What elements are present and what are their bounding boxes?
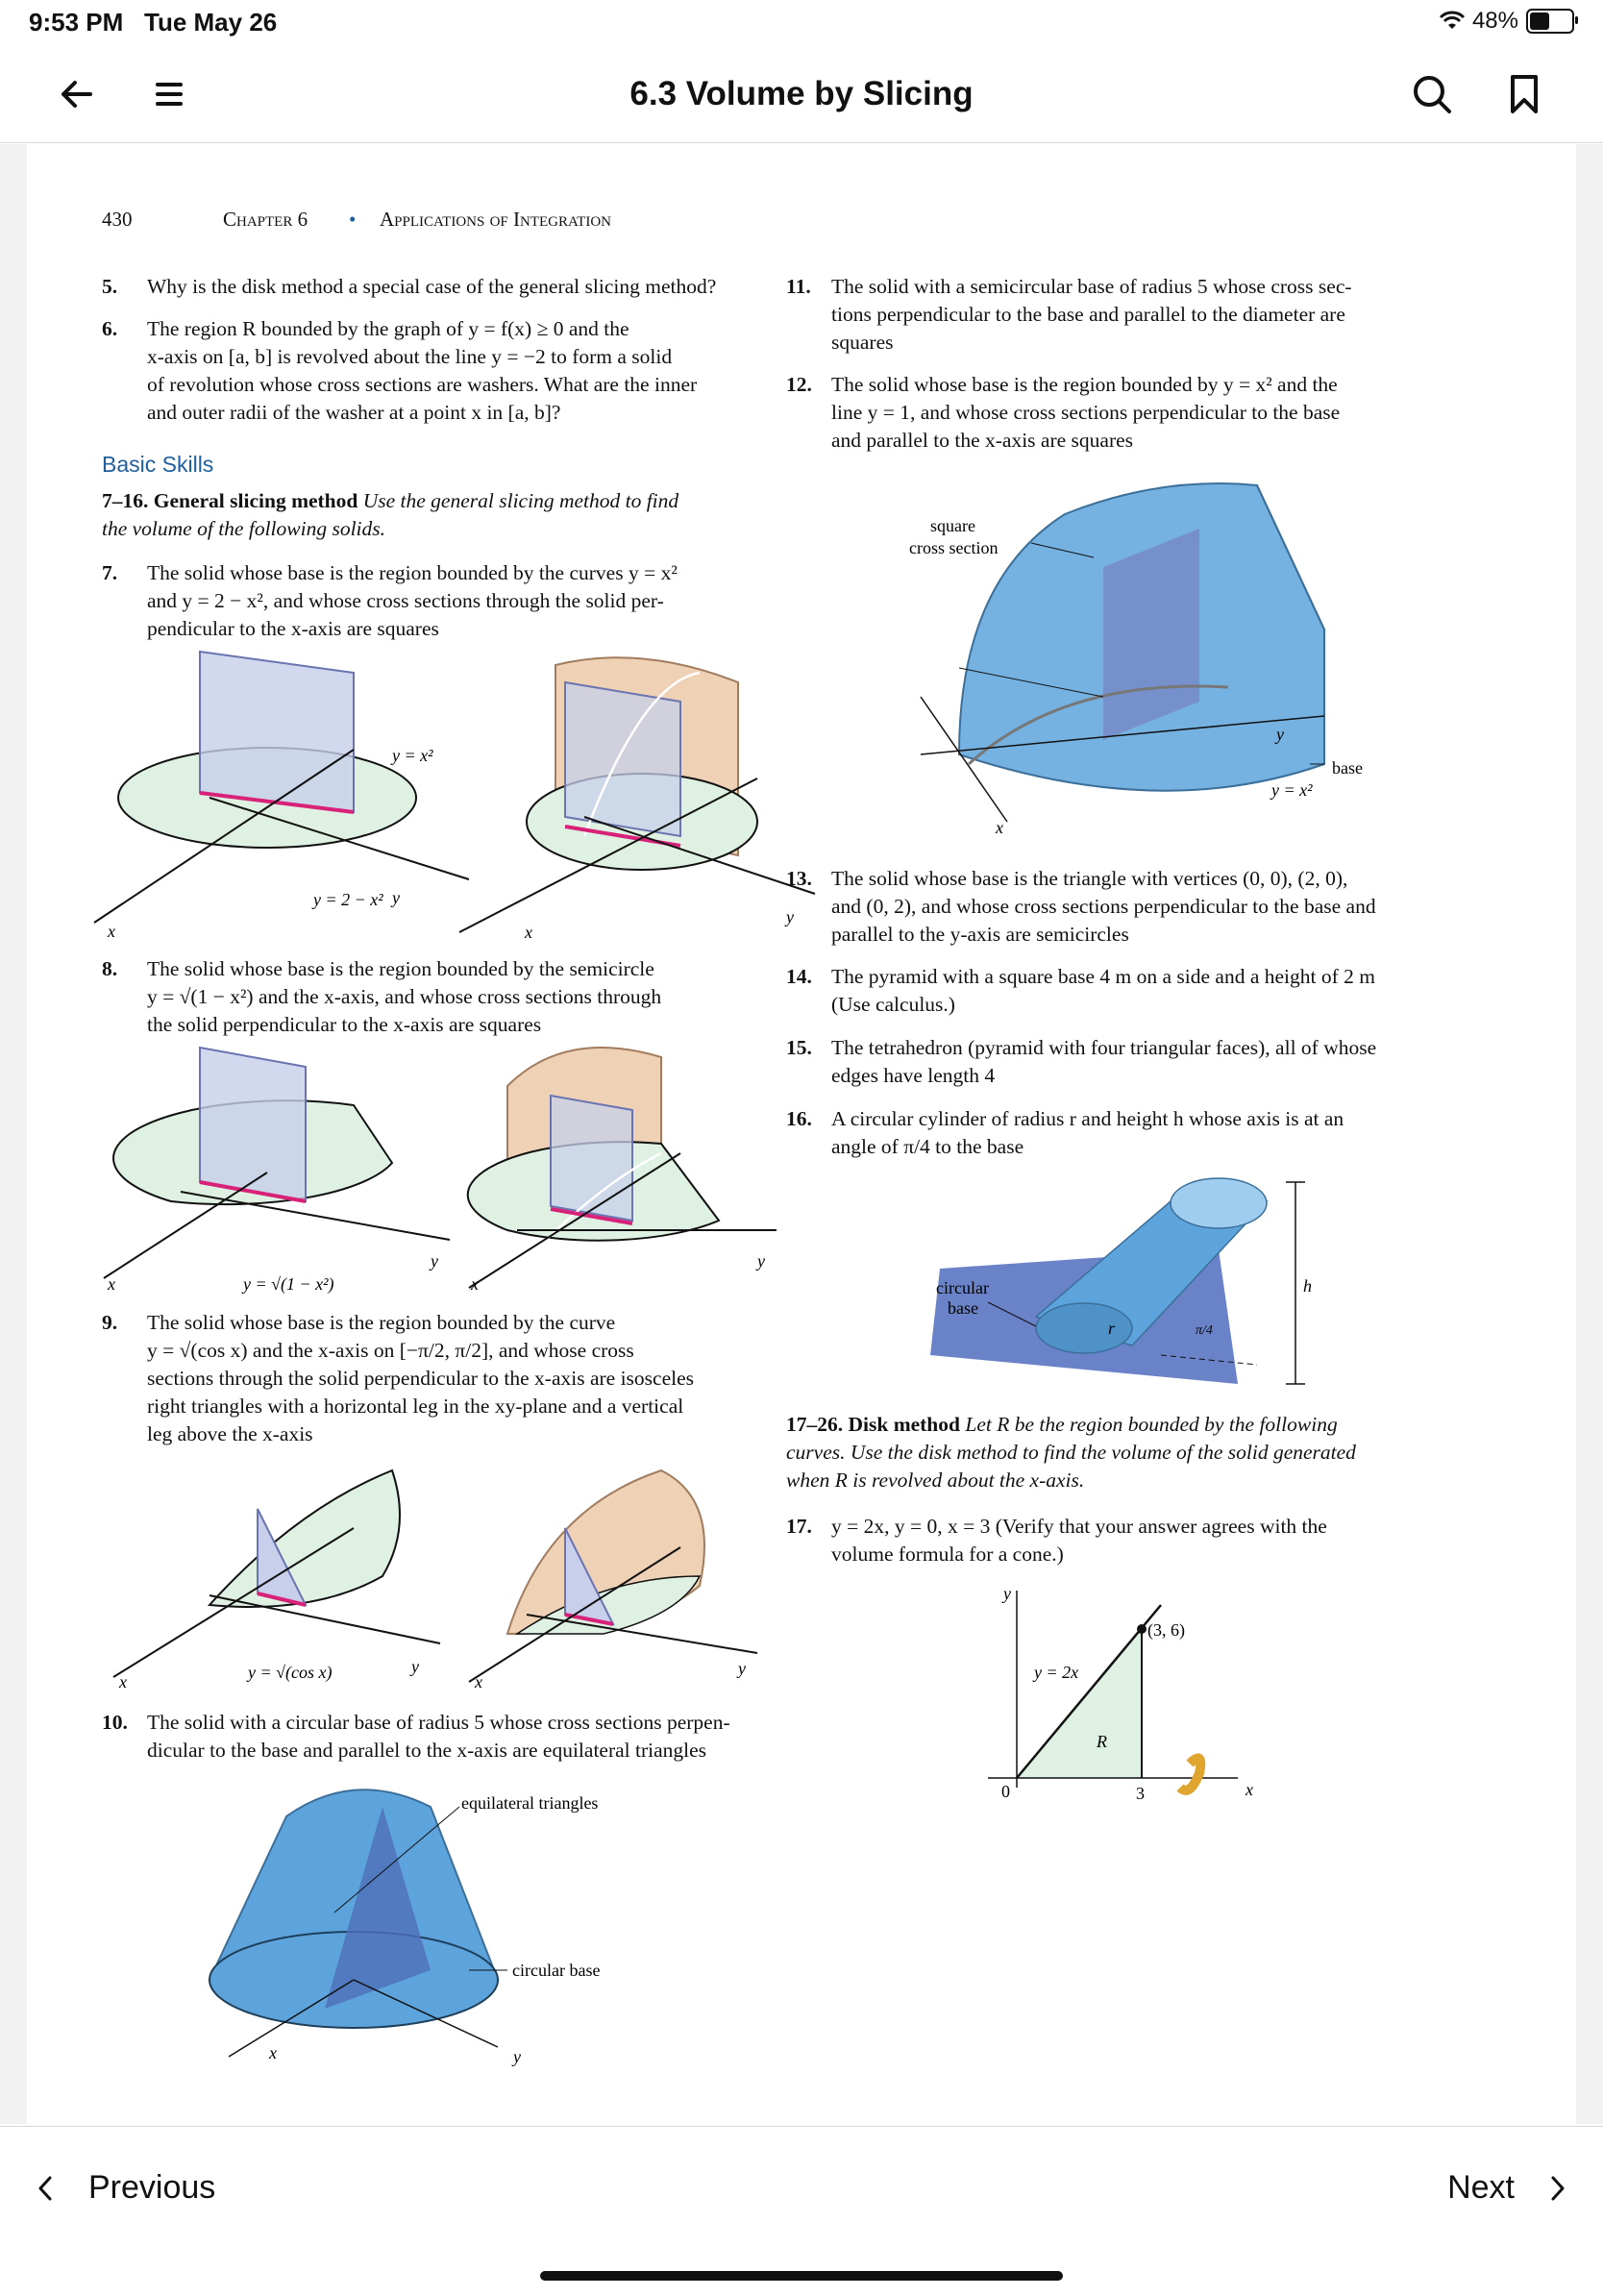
top-nav-bar — [0, 46, 1603, 143]
page-margin-right — [1576, 144, 1603, 2124]
bookmark-icon[interactable] — [1501, 71, 1547, 117]
wifi-icon — [1440, 12, 1465, 31]
chevron-left-icon — [35, 2174, 56, 2203]
page-number: 430 — [102, 208, 133, 231]
svg-text:base: base — [948, 1298, 978, 1318]
svg-text:y: y — [431, 1251, 438, 1271]
svg-text:y: y — [1003, 1584, 1011, 1603]
svg-text:x: x — [475, 1672, 482, 1691]
figure-8-right — [468, 1048, 777, 1294]
exercise-16: 16. A circular cylinder of radius r and height h whose axis is at an angle of π/4 to the base — [786, 1107, 1344, 1158]
next-label: Next — [1447, 2169, 1515, 2206]
exercise-15: 15. The tetrahedron (pyramid with four triangular faces), all of whose edges have length 4 — [786, 1036, 1377, 1087]
svg-text:x: x — [471, 1274, 479, 1294]
book-page — [27, 144, 1576, 2124]
exercise-7: 7. The solid whose base is the region bounded by the curves y = x² and y = 2 − x², and whose cross sections through the solid per- pendicular to the x-axis are squares — [102, 561, 678, 640]
chevron-right-icon — [1547, 2174, 1568, 2203]
svg-text:base: base — [1332, 758, 1363, 778]
chapter-title: Applications of Integration — [380, 208, 612, 231]
exercise-8: 8. The solid whose base is the region bounded by the semicircle y = √(1 − x²) and the x-axis, and whose cross sections through the solid perpendicular to the x-axis are squares — [102, 957, 662, 1036]
page-margin-left — [0, 144, 27, 2124]
svg-text:y: y — [513, 2047, 521, 2066]
search-icon[interactable] — [1409, 71, 1455, 117]
figure-8 — [65, 1038, 815, 1294]
svg-text:cross section: cross section — [909, 538, 999, 557]
exercise-13: 13. The solid whose base is the triangle with vertices (0, 0), (2, 0), and (0, 2), and whose cross sections perpendicular to the base and parallel to the y-axis are semicircles — [786, 867, 1376, 946]
svg-text:equilateral triangles: equilateral triangles — [461, 1793, 599, 1813]
svg-text:y = √(cos x): y = √(cos x) — [248, 1663, 333, 1682]
svg-text:π/4: π/4 — [1196, 1323, 1213, 1338]
instructions-17-26: 17–26. Disk method Let R be the region bounded by the following curves. Use the disk method to find the volume of the solid generated when R is revolved about the x-axis. — [786, 1413, 1356, 1492]
home-indicator[interactable] — [540, 2271, 1063, 2281]
svg-text:y = x²: y = x² — [1271, 780, 1313, 800]
battery-status — [1440, 8, 1574, 35]
status-time: 9:53 PM — [29, 8, 124, 37]
status-date: Tue May 26 — [144, 8, 278, 37]
svg-text:h: h — [1303, 1276, 1312, 1296]
section-basic-skills: Basic Skills — [102, 452, 214, 477]
figure-9 — [65, 1470, 815, 1691]
chapter-label: Chapter 6 — [223, 208, 308, 231]
svg-text:y = 2x: y = 2x — [1034, 1663, 1079, 1682]
figure-17 — [969, 1586, 1295, 1807]
svg-text:circular base: circular base — [512, 1961, 601, 1980]
svg-text:x: x — [525, 923, 532, 942]
svg-text:circular: circular — [936, 1278, 989, 1297]
svg-text:y = √(1 − x²): y = √(1 − x²) — [243, 1274, 334, 1294]
svg-text:r: r — [1108, 1319, 1116, 1338]
page-title: 6.3 Volume by Slicing — [629, 75, 974, 112]
exercise-11: 11. The solid with a semicircular base of radius 5 whose cross sec- tions perpendicular to the base and parallel to the diameter are squares — [786, 275, 1352, 354]
figure-8-left — [104, 1048, 450, 1295]
svg-text:(3, 6): (3, 6) — [1147, 1620, 1185, 1640]
battery-percent: 48% — [1471, 8, 1518, 34]
battery-icon — [1526, 9, 1574, 34]
svg-text:x: x — [108, 922, 115, 941]
svg-text:y: y — [786, 907, 794, 926]
exercise-5: 5. Why is the disk method a special case of the general slicing method? — [102, 275, 717, 298]
figure-9-right — [469, 1470, 757, 1691]
figure-16 — [892, 1163, 1372, 1394]
exercise-9: 9. The solid whose base is the region bounded by the curve y = √(cos x) and the x-axis on [−π/2, π/2], and whose cross sections through the solid perpendicular to the x-axis are isosceles right triangles with a horizontal leg in the xy-plane and a vertical leg above the x-axis — [102, 1311, 694, 1445]
svg-text:x: x — [108, 1274, 115, 1294]
header-bullet: • — [349, 208, 357, 231]
previous-label: Previous — [88, 2169, 216, 2206]
figure-7-left — [94, 652, 469, 941]
svg-text:x: x — [119, 1672, 127, 1691]
exercise-10: 10. The solid with a circular base of radius 5 whose cross sections perpen- dicular to the base and parallel to the x-axis are equilateral triangles — [102, 1711, 730, 1762]
figure-7 — [65, 644, 815, 942]
figure-12 — [873, 476, 1411, 846]
bottom-nav-bar — [0, 2126, 1603, 2296]
figure-9-left — [113, 1470, 440, 1691]
svg-text:y = 2 − x²: y = 2 − x² — [313, 890, 383, 909]
svg-text:y = x²: y = x² — [392, 746, 433, 765]
svg-text:0: 0 — [1001, 1782, 1010, 1801]
figure-10 — [181, 1778, 719, 2066]
svg-text:y: y — [738, 1659, 746, 1678]
instructions-7-16: 7–16. General slicing method Use the general slicing method to find the volume of the following solids. — [102, 489, 679, 540]
exercise-17: 17. y = 2x, y = 0, x = 3 (Verify that your answer agrees with the volume formula for a cone.) — [786, 1515, 1327, 1566]
next-button[interactable] — [1447, 2169, 1568, 2207]
previous-button[interactable] — [35, 2169, 215, 2207]
svg-text:x: x — [996, 818, 1003, 837]
svg-text:square: square — [930, 516, 975, 535]
exercise-6: 6. The region R bounded by the graph of y = f(x) ≥ 0 and the x-axis on [a, b] is revolved about the line y = −2 to form a solid of revolution whose cross sections are washers. What are the inner and outer radii of the washer at a point x in [a, b]? — [102, 317, 698, 424]
exercise-12: 12. The solid whose base is the region bounded by y = x² and the line y = 1, and whose cross sections perpendicular to the base and parallel to the x-axis are squares — [786, 373, 1341, 452]
svg-text:y: y — [411, 1657, 419, 1676]
svg-text:x: x — [269, 2043, 277, 2062]
exercise-14: 14. The pyramid with a square base 4 m on a side and a height of 2 m (Use calculus.) — [786, 965, 1376, 1016]
svg-text:x: x — [1245, 1780, 1253, 1799]
svg-text:y: y — [757, 1251, 765, 1271]
figure-7-right — [459, 657, 815, 942]
svg-text:y: y — [392, 888, 400, 907]
svg-text:y: y — [1276, 725, 1284, 744]
svg-text:R: R — [1097, 1732, 1107, 1751]
svg-text:3: 3 — [1136, 1784, 1145, 1803]
status-bar — [0, 0, 1603, 46]
